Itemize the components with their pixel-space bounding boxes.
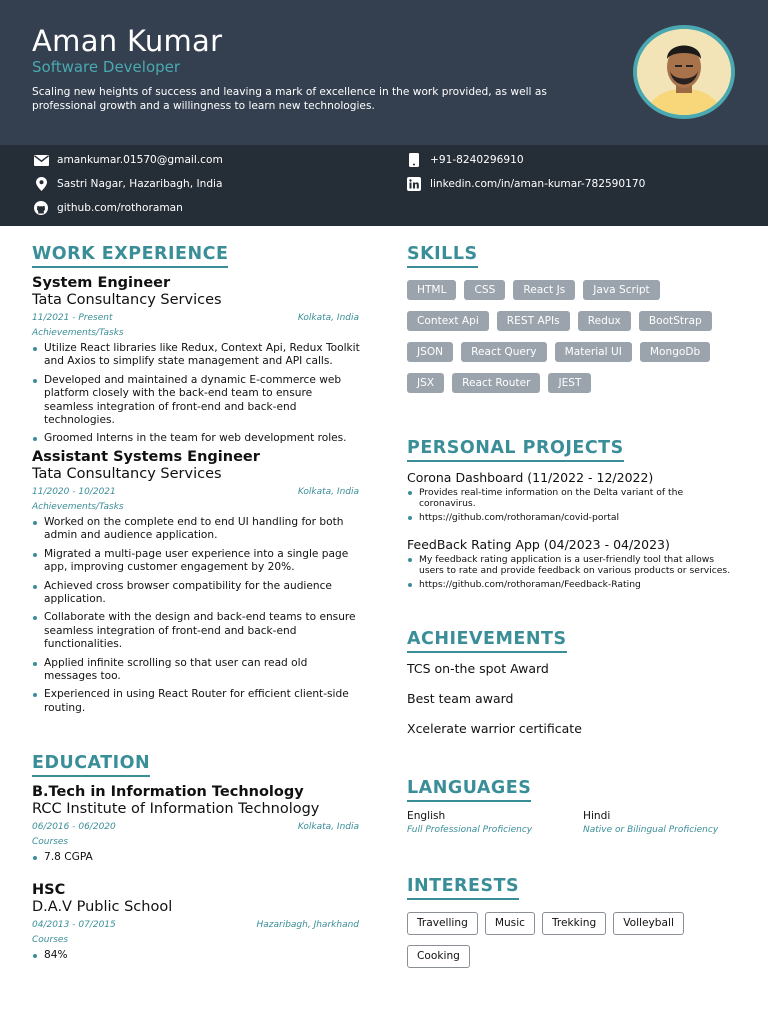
skill-tag: CSS: [464, 280, 505, 300]
profile-photo: [633, 25, 735, 119]
section-title-interests: INTERESTS: [407, 876, 519, 900]
education-subheading: Courses: [32, 935, 69, 945]
contact-bar: [0, 145, 768, 226]
job-bullets: [32, 516, 362, 720]
skill-tag: HTML: [407, 280, 456, 300]
skill-tag: JSON: [407, 342, 453, 362]
skill-tag: Java Script: [583, 280, 659, 300]
achievement-item: TCS on-the spot Award: [407, 661, 549, 676]
list-item: Groomed Interns in the team for web development roles.: [32, 432, 362, 445]
project-title: Corona Dashboard (11/2022 - 12/2022): [407, 470, 654, 485]
summary-text: Scaling new heights of success and leaving a mark of excellence in the work provided, as well as professional growth and a willingness to learn new technologies.: [32, 86, 547, 112]
interest-tag: Cooking: [407, 945, 470, 968]
section-title-education: EDUCATION: [32, 753, 150, 777]
job-title: Assistant Systems Engineer: [32, 449, 260, 465]
education-meta: [32, 920, 359, 930]
education-location: Hazaribagh, Jharkhand: [256, 920, 359, 930]
interest-tag: Trekking: [542, 912, 606, 935]
list-item: Migrated a multi-page user experience into a single page app, improving customer engagement by 20%.: [32, 548, 362, 575]
skill-tag: React Router: [452, 373, 540, 393]
section-title-work: WORK EXPERIENCE: [32, 244, 228, 268]
envelope-icon: [33, 153, 49, 167]
school-name: D.A.V Public School: [32, 899, 173, 915]
interest-tag: Volleyball: [613, 912, 684, 935]
job-company: Tata Consultancy Services: [32, 292, 222, 308]
education-meta: [32, 822, 359, 832]
skills-list: [407, 280, 747, 404]
contact-email[interactable]: [33, 153, 223, 167]
school-name: RCC Institute of Information Technology: [32, 801, 320, 817]
education-location: Kolkata, India: [297, 822, 359, 832]
github-icon: [33, 201, 49, 215]
job-location: Kolkata, India: [297, 487, 359, 497]
list-item: Utilize React libraries like Redux, Context Api, Redux Toolkit and Axios to simplify state management and API calls.: [32, 342, 362, 369]
section-title-languages: LANGUAGES: [407, 778, 531, 802]
contact-github[interactable]: [33, 201, 183, 215]
candidate-name: Aman Kumar: [32, 24, 223, 58]
skill-tag: Context Api: [407, 311, 489, 331]
language-name: Hindi: [583, 810, 611, 822]
skill-tag: BootStrap: [639, 311, 712, 331]
resume-header: [0, 0, 768, 145]
linkedin-text: linkedin.com/in/aman-kumar-782590170: [430, 178, 646, 190]
section-title-skills: SKILLS: [407, 244, 478, 268]
interest-row: [407, 945, 747, 968]
language-level: Full Professional Proficiency: [407, 825, 533, 835]
job-title: System Engineer: [32, 275, 171, 291]
contact-phone[interactable]: [406, 153, 524, 167]
job-meta: [32, 487, 359, 497]
skill-tag: MongoDb: [640, 342, 710, 362]
contact-address: [33, 177, 222, 191]
education-dates: 06/2016 - 06/2020: [32, 822, 116, 832]
interest-tag: Music: [485, 912, 535, 935]
job-meta: [32, 313, 359, 323]
skill-tag: Material UI: [555, 342, 632, 362]
skill-tag: Redux: [578, 311, 631, 331]
skill-row: [407, 311, 747, 331]
skill-row: [407, 280, 747, 300]
list-item: 84%: [32, 949, 362, 962]
skill-row: [407, 373, 747, 393]
job-dates: 11/2021 - Present: [32, 313, 113, 323]
education-subheading: Courses: [32, 837, 69, 847]
contact-linkedin[interactable]: [406, 177, 645, 191]
github-text: github.com/rothoraman: [57, 202, 183, 214]
skill-row: [407, 342, 747, 362]
skill-tag: JSX: [407, 373, 444, 393]
candidate-role: Software Developer: [32, 58, 181, 76]
section-title-achievements: ACHIEVEMENTS: [407, 629, 567, 653]
job-bullets: [32, 342, 362, 451]
job-subheading: Achievements/Tasks: [32, 502, 124, 512]
achievement-item: Best team award: [407, 691, 514, 706]
skill-tag: React Query: [461, 342, 546, 362]
list-item: Applied infinite scrolling so that user can read old messages too.: [32, 657, 362, 684]
address-text: Sastri Nagar, Hazaribagh, India: [57, 178, 223, 190]
list-item: Collaborate with the design and back-end teams to ensure seamless integration of front-end and back-end functionalities.: [32, 611, 362, 651]
skill-tag: React Js: [513, 280, 575, 300]
skill-tag: JEST: [548, 373, 591, 393]
project-bullets: [407, 554, 737, 593]
job-dates: 11/2020 - 10/2021: [32, 487, 116, 497]
list-item: Achieved cross browser compatibility for the audience application.: [32, 580, 362, 607]
interest-tag: Travelling: [407, 912, 478, 935]
job-subheading: Achievements/Tasks: [32, 328, 124, 338]
list-item: Worked on the complete end to end UI handling for both admin and audience application.: [32, 516, 362, 543]
job-company: Tata Consultancy Services: [32, 466, 222, 482]
education-bullets: [32, 949, 362, 967]
degree-title: B.Tech in Information Technology: [32, 784, 304, 800]
mobile-phone-icon: [406, 153, 422, 167]
section-title-projects: PERSONAL PROJECTS: [407, 438, 624, 462]
phone-text: +91-8240296910: [430, 154, 524, 166]
interest-row: [407, 912, 747, 935]
list-item: My feedback rating application is a user-friendly tool that allows users to rate and provide feedback on various products or services.: [407, 554, 737, 576]
degree-title: HSC: [32, 882, 66, 898]
achievement-item: Xcelerate warrior certificate: [407, 721, 582, 736]
language-level: Native or Bilingual Proficiency: [583, 825, 719, 835]
skill-tag: REST APIs: [497, 311, 570, 331]
linkedin-icon: [406, 177, 422, 191]
education-bullets: [32, 851, 362, 869]
education-dates: 04/2013 - 07/2015: [32, 920, 116, 930]
interests-list: [407, 912, 747, 978]
language-name: English: [407, 810, 446, 822]
job-location: Kolkata, India: [297, 313, 359, 323]
list-item: Provides real-time information on the Delta variant of the coronavirus.: [407, 487, 737, 509]
project-link[interactable]: https://github.com/rothoraman/covid-portal: [407, 512, 737, 523]
email-text: amankumar.01570@gmail.com: [57, 154, 223, 166]
map-pin-icon: [33, 177, 49, 191]
list-item: Developed and maintained a dynamic E-commerce web platform closely with the back-end team to ensure seamless integration of front-end and back-end technologies.: [32, 374, 362, 428]
list-item: 7.8 CGPA: [32, 851, 362, 864]
project-title: FeedBack Rating App (04/2023 - 04/2023): [407, 537, 670, 552]
list-item: Experienced in using React Router for efficient client-side routing.: [32, 688, 362, 715]
project-link[interactable]: https://github.com/rothoraman/Feedback-Rating: [407, 579, 737, 590]
project-bullets: [407, 487, 737, 526]
